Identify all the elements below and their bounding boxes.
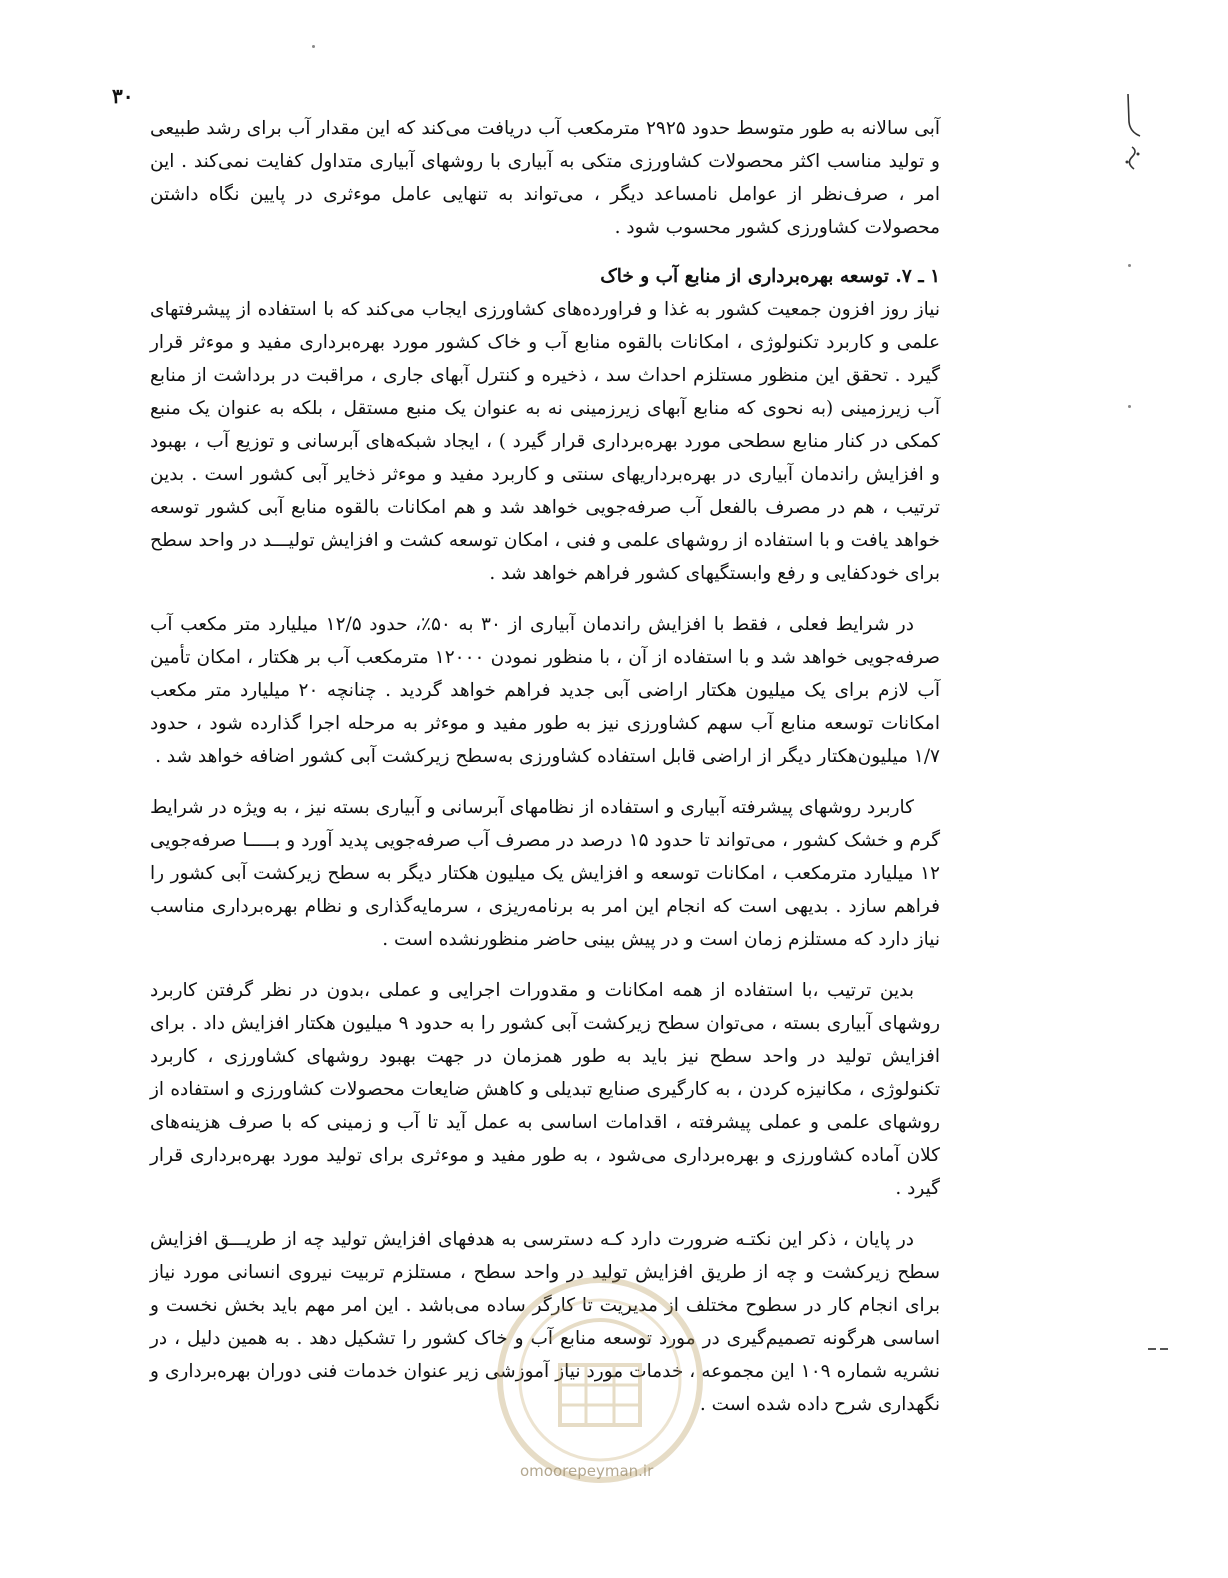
document-body <box>150 112 940 1421</box>
paragraph-development: نیاز روز افزون جمعیت کشور به غذا و فراورده‌های کشاورزی ایجاب می‌کند که با استفاده از پیشرفتهای علمی و کاربرد تکنولوژی ، امکانات بالقوه منابع آب و خاک کشور مورد بهره‌برداری مفید و موءثر قرار گیرد . تحقق این منظور مستلزم احداث سد ، ذخیره و کنترل آبهای جاری ، مراقبت در برداشت از منابع آب زیرزمینی (به نحوی که منابع آبهای زیرزمینی نه به عنوان یک منبع مستقل ، بلکه به عنوان یک منبع کمکی در کنار منابع سطحی مورد بهره‌برداری قرار گیرد ) ، ایجاد شبکه‌های آبرسانی و توزیع آب ، بهبود و افزایش راندمان آبیاری در بهره‌برداریهای سنتی و کاربرد مفید و موءثر ذخایر آبی کشور است . بدین ترتیب ، هم در مصرف بالفعل آب صرفه‌جویی خواهد شد و هم امکانات بالقوه منابع آبی کشور توسعه خواهد یافت و با استفاده از روشهای علمی و فنی ، امکان توسعه کشت و افزایش تولیـــد در واحد سطح برای خودکفایی و رفع وابستگیهای کشور فراهم خواهد شد . <box>150 299 940 584</box>
scan-speck <box>1128 264 1131 267</box>
margin-annotation <box>1118 92 1148 182</box>
page-number: ۳۰ <box>112 84 134 108</box>
watermark-url: omoorepeyman.ir <box>520 1462 654 1480</box>
paragraph-advanced-irrigation: کاربرد روشهای پیشرفته آبیاری و استفاده از نظامهای آبرسانی و آبیاری بسته نیز ، به ویژه در شرایط گرم و خشک کشور ، می‌تواند تا حدود ۱۵ درصد در مصرف آب صرفه‌جویی پدید آورد و بـــــا صرفه‌جویی ۱۲ میلیارد مترمکعب ، امکانات توسعه و افزایش یک میلیون هکتار دیگر به سطح زیرکشت آبی کشور را فراهم سازد . بدیهی است که انجام این امر به برنامه‌ریزی ، سرمایه‌گذاری و نظام بهره‌برداری مناسب نیاز دارد که مستلزم زمان است و در پیش بینی حاضر منظورنشده است . <box>150 797 941 950</box>
scan-speck <box>1128 405 1131 408</box>
paragraph-conclusion: در پایان ، ذکر این نکتـه ضرورت دارد کـه دسترسی به هدفهای افزایش تولید چه از طریـــق افزایش سطح زیرکشت و چه از طریق افزایش تولید در واحد سطح ، مستلزم تربیت نیروی انسانی مورد نیاز برای انجام کار در سطوح مختلف از مدیریت تا کارگر ساده می‌باشد . این امر مهم باید بخش نخست و اساسی هرگونه تصمیم‌گیری در مورد توسعه منابع آب و خاک کشور را تشکیل دهد . به همین دلیل ، در نشریه شماره ۱۰۹ این مجموعه ، خدمات مورد نیاز آموزشی زیر عنوان خدمات فنی دوران بهره‌برداری و نگهداری شرح داده شده است . <box>150 1229 940 1415</box>
scan-speck <box>312 45 315 48</box>
section-heading: ۱ ـ ۷. توسعه بهره‌برداری از منابع آب و خاک <box>600 266 940 287</box>
paragraph-current-conditions: در شرایط فعلی ، فقط با افزایش راندمان آبیاری از ۳۰ به ۵۰٪، حدود ۱۲/۵ میلیارد متر مکعب آب صرفه‌جویی خواهد شد و با استفاده از آن ، با منظور نمودن ۱۲۰۰۰ مترمکعب آب بر هکتار ، امکان تأمین آب لازم برای یک میلیون هکتار اراضی آبی جدید فراهم خواهد گردید . چنانچه ۲۰ میلیارد متر مکعب امکانات توسعه منابع آب سهم کشاورزی نیز به طور مفید و موءثر به مرحله اجرا گذارده شود ، حدود ۱/۷ میلیون‌هکتار دیگر از اراضی قابل استفاده کشاورزی به‌سطح زیرکشت آبی کشور اضافه خواهد شد . <box>150 614 940 767</box>
paragraph-cultivation-expansion: بدین ترتیب ،با استفاده از همه امکانات و مقدورات اجرایی و عملی ،بدون در نظر گرفتن کاربرد روشهای آبیاری بسته ، می‌توان سطح زیرکشت آبی کشور را به حدود ۹ میلیون هکتار افزایش داد . برای افزایش تولید در واحد سطح نیز باید به طور همزمان در جهت بهبود روشهای کشاورزی ، کاربرد تکنولوژی ، مکانیزه کردن ، به کارگیری صنایع تبدیلی و کاهش ضایعات محصولات کشاورزی و استفاده از روشهای علمی و عملی پیشرفته ، اقدامات اساسی به عمل آید تا آب و زمینی که با صرف هزینه‌های کلان آماده کشاورزی و بهره‌برداری می‌شود ، به طور مفید و موءثری برای تولید مورد بهره‌برداری قرار گیرد . <box>150 980 940 1199</box>
paragraph-intro: آبی سالانه به طور متوسط حدود ۲۹۲۵ مترمکعب آب دریافت می‌کند که این مقدار آب برای رشد طبیعی و تولید مناسب اکثر محصولات کشاورزی متکی به آبیاری با روشهای آبیاری متداول کفایت نمی‌کند . این امر ، صرف‌نظر از عوامل نامساعد دیگر ، می‌تواند به تنهایی عامل موءثری در پایین نگاه داشتن محصولات کشاورزی کشور محسوب شود . <box>150 118 940 238</box>
margin-dash-marks <box>1148 1335 1178 1339</box>
